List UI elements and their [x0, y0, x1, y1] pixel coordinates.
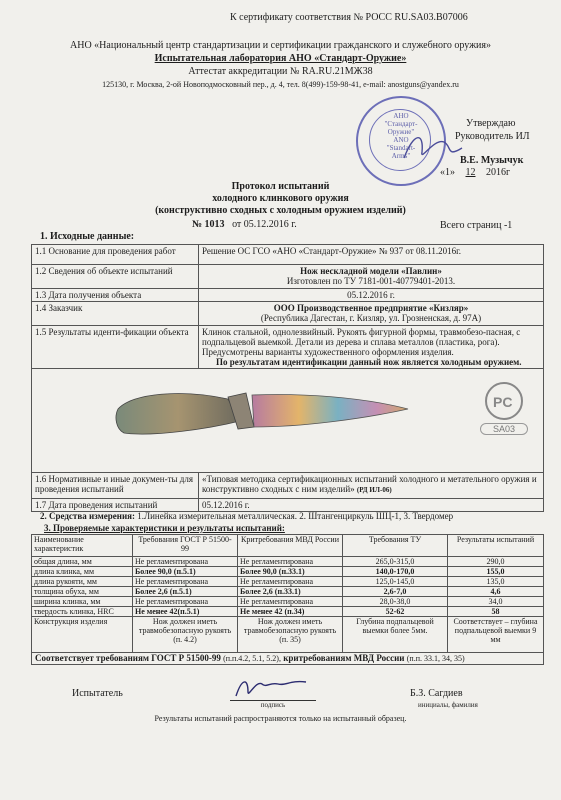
- lab-name: Испытательная лаборатория АНО «Стандарт-Оружие»: [154, 53, 407, 64]
- table-row: 1.4 Заказчик ООО Производственное предприятие «Кизляр» (Республика Дагестан, г. Кизляр, ул. Грозненская, д. 97А): [32, 302, 544, 326]
- tester-label: Испытатель: [72, 688, 123, 699]
- table-row: 1.2 Сведения об объекте испытаний Нож нескладной модели «Павлин» Изготовлен по ТУ 7181-001-40779401-2013.: [32, 265, 544, 289]
- image-row: [32, 369, 544, 473]
- approver-name: В.Е. Музычук: [460, 155, 524, 166]
- name-caption: инициалы, фамилия: [418, 701, 478, 709]
- section2: 2. Средства измерения: 1.Линейка измерительная металлическая. 2. Штангенциркуль ШЦ-1, 3. Твердомер: [40, 511, 454, 521]
- protocol-title: Протокол испытаний холодного клинкового оружия (конструктивно сходных с холодным оружием изделий): [155, 181, 406, 216]
- table-row: общая длина, мм Не регламентирована Не регламентирована 265,0-315,0 290,0: [32, 557, 544, 567]
- section1-heading: 1. Исходные данные:: [40, 231, 135, 242]
- protocol-number-line: № 1013 от 05.12.2016 г.: [192, 219, 297, 230]
- table-row: Конструкция изделия Нож должен иметь травмобезопасную рукоять (п. 4.2) Нож должен иметь травмобезопасную рукоять (п. 35) Глубина подпальцевой выемки более 5мм. Соответствует – глубина подпальцевой выемки 9 мм: [32, 617, 544, 653]
- table-row: 1.3 Дата получения объекта 05.12.2016 г.: [32, 289, 544, 302]
- approval-label: Утверждаю: [466, 118, 516, 129]
- tester-name: Б.З. Сагдиев: [410, 688, 463, 699]
- table-row: 1.1 Основание для проведения работ Решение ОС ГСО «АНО «Стандарт-Оружие» № 937 от 08.11.2016г.: [32, 245, 544, 265]
- address-line: 125130, г. Москва, 2-ой Новоподмосковный пер., д. 4, тел. 8(499)-159-98-41, e-mail: anostguns@yandex.ru: [102, 80, 459, 89]
- organization-stamp: АНО "Стандарт- Оружие" ANO "Standart- Arms": [356, 96, 446, 186]
- approval-date: «1» 12 2016г: [440, 167, 511, 178]
- table-row: твердость клинка, HRC Не менее 42(п.5.1) Не менее 42 (п.34) 52-62 58: [32, 607, 544, 617]
- certificate-reference: К сертификату соответствия № РОСС RU.SA03.B07006: [230, 12, 468, 23]
- organization-name: АНО «Национальный центр стандартизации и сертификации гражданского и служебного оружия»: [70, 40, 491, 51]
- results-table: [31, 534, 544, 665]
- table-row: длина рукояти, мм Не регламентирована Не регламентирована 125,0-145,0 135,0: [32, 577, 544, 587]
- table-header-row: Наименование характеристик Требования ГОСТ Р 51500-99 Критребования МВД России Требования ТУ Результаты испытаний: [32, 535, 544, 557]
- table-row: толщина обуха, мм Более 2,6 (п.5.1) Более 2,6 (п.33.1) 2,6-7,0 4,6: [32, 587, 544, 597]
- certification-logo: PC SA03: [480, 379, 528, 427]
- signature-caption: подпись: [260, 701, 286, 709]
- accreditation: Аттестат аккредитации № RA.RU.21МЖ38: [188, 66, 373, 77]
- svg-text:PC: PC: [493, 394, 513, 410]
- table-row: 1.7 Дата проведения испытаний 05.12.2016 г.: [32, 499, 544, 512]
- section3-heading: 3. Проверяемые характеристики и результаты испытаний:: [44, 523, 285, 533]
- page-count: Всего страниц -1: [440, 220, 513, 231]
- approval-position: Руководитель ИЛ: [455, 131, 530, 142]
- table-row: 1.5 Результаты иденти-фикации объекта Клинок стальной, однолезвийный. Рукоять фигурной формы, травмобезо-пасная, с подпальцевой выемкой. Детали из дерева и сплава металлов (пластика, рога). Предусмотрены варианты художественного оформления изделия. По результатам идентификации данный нож является холодным оружием.: [32, 326, 544, 369]
- table-row: 1.6 Нормативные и иные докумен-ты для проведения испытаний «Типовая методика сертификационных испытаний холодного и метательного оружия и конструктивно сходных с ним изделий» (РД ИЛ-06): [32, 473, 544, 499]
- conclusion-row: Соответствует требованиям ГОСТ Р 51500-99 (п.п.4.2, 5.1, 5.2), критребованиям МВД России (п.п. 33.1, 34, 35): [32, 653, 544, 665]
- table-row: ширина клинка, мм Не регламентирована Не регламентирована 28,0-38,0 34,0: [32, 597, 544, 607]
- source-data-table: [31, 244, 544, 512]
- footer-note: Результаты испытаний распространяются только на испытанный образец.: [154, 714, 407, 723]
- table-row: длина клинка, мм Более 90,0 (п.5.1) Более 90,0 (п.33.1) 140,0-170,0 155,0: [32, 567, 544, 577]
- knife-photo: [112, 381, 412, 451]
